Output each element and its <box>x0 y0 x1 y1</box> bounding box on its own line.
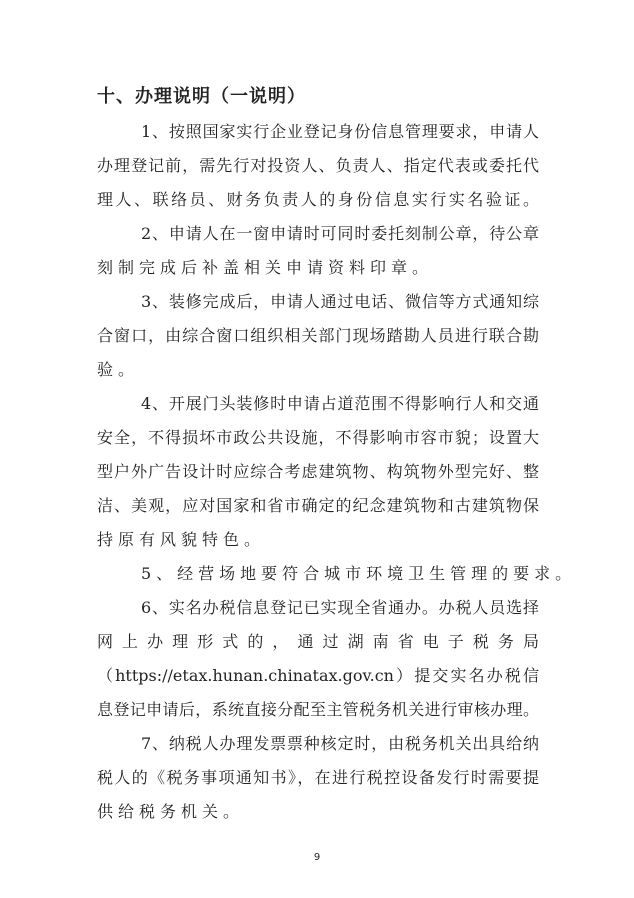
text-line: 网上办理形式的，通过湖南省电子税务局 <box>97 632 539 651</box>
text-line: 型户外广告设计时应综合考虑建筑物、构筑物外型完好、整 <box>97 462 539 481</box>
paragraph <box>97 387 539 557</box>
text-line: 供给税务机关。 <box>97 802 245 821</box>
paragraph <box>97 285 539 387</box>
paragraph <box>97 115 539 217</box>
text-line: 7、纳税人办理发票票种核定时，由税务机关出具给纳 <box>141 734 539 753</box>
text-line: （https://etax.hunan.chinatax.gov.cn）提交实名办税信 <box>97 666 539 685</box>
text-line: 洁、美观，应对国家和省市确定的纪念建筑物和古建筑物保 <box>97 496 539 515</box>
page-number: 9 <box>313 852 321 863</box>
text-line: 1、按照国家实行企业登记身份信息管理要求，申请人 <box>141 122 539 141</box>
text-line: 3、装修完成后，申请人通过电话、微信等方式通知综 <box>141 292 539 311</box>
text-line: 2、申请人在一窗申请时可同时委托刻制公章，待公章 <box>141 224 539 243</box>
paragraph <box>97 591 539 727</box>
paragraph <box>97 217 539 285</box>
text-line: 持原有风貌特色。 <box>97 530 266 549</box>
text-line: 合窗口，由综合窗口组织相关部门现场踏勘人员进行联合勘 <box>97 326 539 345</box>
text-line: 税人的《税务事项通知书》，在进行税控设备发行时需要提 <box>97 768 539 787</box>
text-line: 4、开展门头装修时申请占道范围不得影响行人和交通 <box>141 394 539 413</box>
text-line: 息登记申请后，系统直接分配至主管税务机关进行审核办理。 <box>97 700 539 719</box>
text-line: 办理登记前，需先行对投资人、负责人、指定代表或委托代 <box>97 156 539 175</box>
text-line: 刻制完成后补盖相关申请资料印章。 <box>97 258 434 277</box>
document-body <box>97 115 577 829</box>
paragraph <box>97 727 539 829</box>
text-line: 验。 <box>97 360 140 379</box>
paragraph <box>97 557 577 591</box>
text-line: 安全，不得损坏市政公共设施，不得影响市容市貌；设置大 <box>97 428 539 447</box>
text-line: 6、实名办税信息登记已实现全省通办。办税人员选择 <box>141 598 539 617</box>
section-heading: 十、办理说明（一说明） <box>97 86 306 107</box>
text-line: 理人、联络员、财务负责人的身份信息实行实名验证。 <box>97 190 539 209</box>
text-line: 5、经营场地要符合城市环境卫生管理的要求。 <box>141 564 577 583</box>
